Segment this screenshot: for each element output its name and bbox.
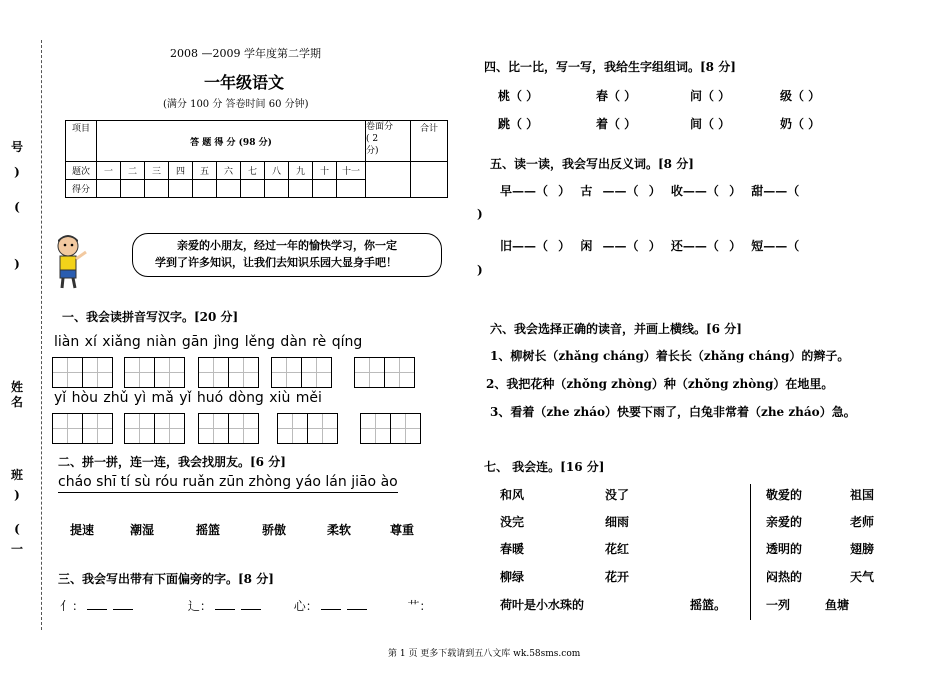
sidebar-paren-open-3: ( — [14, 522, 20, 536]
sidebar-paren-close-2: ) — [14, 257, 20, 271]
q7-right-b[interactable]: 祖国 — [850, 488, 875, 502]
q7-right-a[interactable]: 闷热的 — [766, 570, 803, 584]
question-no-cell: 七 — [241, 162, 265, 180]
q1-grid-3[interactable] — [198, 357, 258, 388]
question-no-cell: 四 — [169, 162, 193, 180]
total-score-blank[interactable] — [411, 162, 448, 198]
q3-blank[interactable] — [241, 599, 261, 610]
score-blank[interactable] — [121, 180, 145, 198]
question-no-cell: 一 — [97, 162, 121, 180]
sidebar-xingming: 姓名 — [10, 380, 23, 409]
intro-speech-bubble: 亲爱的小朋友，经过一年的愉快学习，你一定 学到了许多知识，让我们去知识乐园大显身手吧！ — [132, 233, 442, 277]
q1-grid-9[interactable] — [277, 413, 337, 444]
q4-item: 奶（ ） — [780, 117, 821, 131]
q7-right-b[interactable]: 老师 — [850, 515, 875, 529]
score-blank[interactable] — [241, 180, 265, 198]
q7-sentence-a[interactable]: 荷叶是小水珠的 — [500, 598, 585, 612]
question-no-cell: 十 — [313, 162, 337, 180]
q1-grid-10[interactable] — [360, 413, 420, 444]
question-no-cell: 九 — [289, 162, 313, 180]
question-no-label: 题次 — [66, 162, 97, 180]
neat-score-blank[interactable] — [366, 162, 411, 198]
q4-item: 问（ ） — [690, 89, 731, 103]
school-year: 2008 —2009 学年度第二学期 — [170, 47, 321, 60]
q1-grid-7[interactable] — [124, 413, 184, 444]
q7-right-b[interactable]: 翅膀 — [850, 542, 875, 556]
score-blank[interactable] — [145, 180, 169, 198]
sidebar-yi: 一 — [10, 542, 23, 556]
q5-row2-end: ) — [477, 263, 483, 277]
score-neat-label: 卷面分 ( 2 分) — [366, 121, 411, 162]
q4-item: 级（ ） — [780, 89, 821, 103]
boy-illustration-icon — [50, 232, 90, 292]
q4-item: 桃（ ） — [498, 89, 539, 103]
q7-left-b[interactable]: 没了 — [605, 488, 630, 502]
question-no-cell: 六 — [217, 162, 241, 180]
q4-title: 四、比一比，写一写，我给生字组组词。[8 分] — [484, 60, 736, 74]
score-blank[interactable] — [217, 180, 241, 198]
q1-title: 一、我会读拼音写汉字。[20 分] — [62, 310, 239, 324]
sidebar-paren-close: ) — [14, 165, 20, 179]
q4-item: 春（ ） — [596, 89, 637, 103]
q2-title: 二、拼一拼，连一连，我会找朋友。[6 分] — [58, 455, 286, 469]
page-subtitle: (满分 100 分 答卷时间 60 分钟) — [163, 99, 309, 110]
q3-blank[interactable] — [87, 599, 107, 610]
q1-grid-4[interactable] — [271, 357, 331, 388]
score-blank[interactable] — [337, 180, 366, 198]
q7-right-a[interactable]: 透明的 — [766, 542, 803, 556]
q5-row1: 早——（ ） 古 ——（ ） 收——（ ） 甜——（ — [500, 184, 800, 198]
q1-pinyin-row2: yǐ hòu zhǔ yì mǎ yǐ huó dòng xiù měi — [54, 390, 322, 406]
q6-sentence-2[interactable]: 2、我把花种（zhǒng zhòng）种（zhǒng zhòng）在地里。 — [486, 377, 834, 391]
score-table — [65, 120, 448, 198]
q2-word[interactable]: 尊重 — [390, 523, 415, 537]
q2-word[interactable]: 柔软 — [327, 523, 352, 537]
q3-blank[interactable] — [215, 599, 235, 610]
q7-left-a[interactable]: 和风 — [500, 488, 525, 502]
score-answer-label: 答 题 得 分 (98 分) — [97, 121, 366, 162]
q3-title: 三、我会写出带有下面偏旁的字。[8 分] — [58, 572, 274, 586]
question-no-cell: 五 — [193, 162, 217, 180]
score-blank[interactable] — [265, 180, 289, 198]
q3-blank[interactable] — [113, 599, 133, 610]
q5-row1-end: ) — [477, 207, 483, 221]
q1-grid-2[interactable] — [124, 357, 184, 388]
q7-right-b[interactable]: 鱼塘 — [825, 598, 850, 612]
q7-left-a[interactable]: 柳绿 — [500, 570, 525, 584]
q4-item: 间（ ） — [690, 117, 731, 131]
q2-word[interactable]: 提速 — [70, 523, 95, 537]
score-row-label: 得分 — [66, 180, 97, 198]
page-footer: 第 1 页 更多下载请到五八文库 wk.58sms.com — [388, 649, 581, 659]
question-no-cell: 二 — [121, 162, 145, 180]
q5-row2: 旧——（ ） 闲 ——（ ） 还——（ ） 短——（ — [500, 239, 800, 253]
q7-right-a[interactable]: 一列 — [766, 598, 791, 612]
q6-sentence-1[interactable]: 1、柳树长（zhǎng cháng）着长长（zhǎng cháng）的辫子。 — [490, 349, 850, 363]
q1-grid-6[interactable] — [52, 413, 112, 444]
page-title: 一年级语文 — [204, 73, 285, 92]
q2-pinyin: cháo shī tí sù róu ruǎn zūn zhòng yáo lán jiāo ào — [58, 474, 398, 493]
binding-line — [41, 40, 42, 630]
q7-sentence-b[interactable]: 摇篮。 — [690, 598, 727, 612]
q3-blank[interactable] — [347, 599, 367, 610]
q2-word[interactable]: 摇篮 — [196, 523, 221, 537]
q1-grid-5[interactable] — [354, 357, 414, 388]
q4-item: 跳（ ） — [498, 117, 539, 131]
score-blank[interactable] — [97, 180, 121, 198]
q7-left-a[interactable]: 春暖 — [500, 542, 525, 556]
q3-blank[interactable] — [321, 599, 341, 610]
q1-grid-8[interactable] — [198, 413, 258, 444]
q6-title: 六、我会选择正确的读音，并画上横线。[6 分] — [490, 322, 742, 336]
question-no-cell: 三 — [145, 162, 169, 180]
q7-title: 七、 我会连。[16 分] — [484, 460, 605, 474]
sidebar-paren-close-3: ) — [14, 488, 20, 502]
sidebar-hao: 号 — [10, 140, 23, 154]
q7-right-a[interactable]: 敬爱的 — [766, 488, 803, 502]
q1-grid-1[interactable] — [52, 357, 112, 388]
q7-divider — [750, 484, 751, 620]
q7-right-b[interactable]: 天气 — [850, 570, 875, 584]
q7-right-a[interactable]: 亲爱的 — [766, 515, 803, 529]
q6-sentence-3[interactable]: 3、看着（zhe zháo）快要下雨了，白兔非常着（zhe zháo）急。 — [490, 405, 856, 419]
q1-pinyin-row1: liàn xí xiǎng niàn gān jìng lěng dàn rè qíng — [54, 334, 363, 350]
sidebar-paren-open: ( — [14, 200, 20, 214]
sidebar-ban: 班 — [10, 468, 23, 482]
score-blank[interactable] — [193, 180, 217, 198]
score-item-label: 项目 — [66, 121, 97, 162]
question-no-cell: 八 — [265, 162, 289, 180]
q3-radical-row: 亻： 辶： 心： 艹： — [60, 599, 432, 613]
q7-left-b[interactable]: 花红 — [605, 542, 630, 556]
q2-word[interactable]: 骄傲 — [262, 523, 287, 537]
q7-left-a[interactable]: 没完 — [500, 515, 525, 529]
score-blank[interactable] — [313, 180, 337, 198]
q5-title: 五、读一读，我会写出反义词。[8 分] — [490, 157, 694, 171]
q7-left-b[interactable]: 细雨 — [605, 515, 630, 529]
q2-word[interactable]: 潮湿 — [130, 523, 155, 537]
q7-left-b[interactable]: 花开 — [605, 570, 630, 584]
q4-item: 着（ ） — [596, 117, 637, 131]
score-blank[interactable] — [169, 180, 193, 198]
score-total-label: 合计 — [411, 121, 448, 162]
question-no-cell: 十一 — [337, 162, 366, 180]
score-blank[interactable] — [289, 180, 313, 198]
